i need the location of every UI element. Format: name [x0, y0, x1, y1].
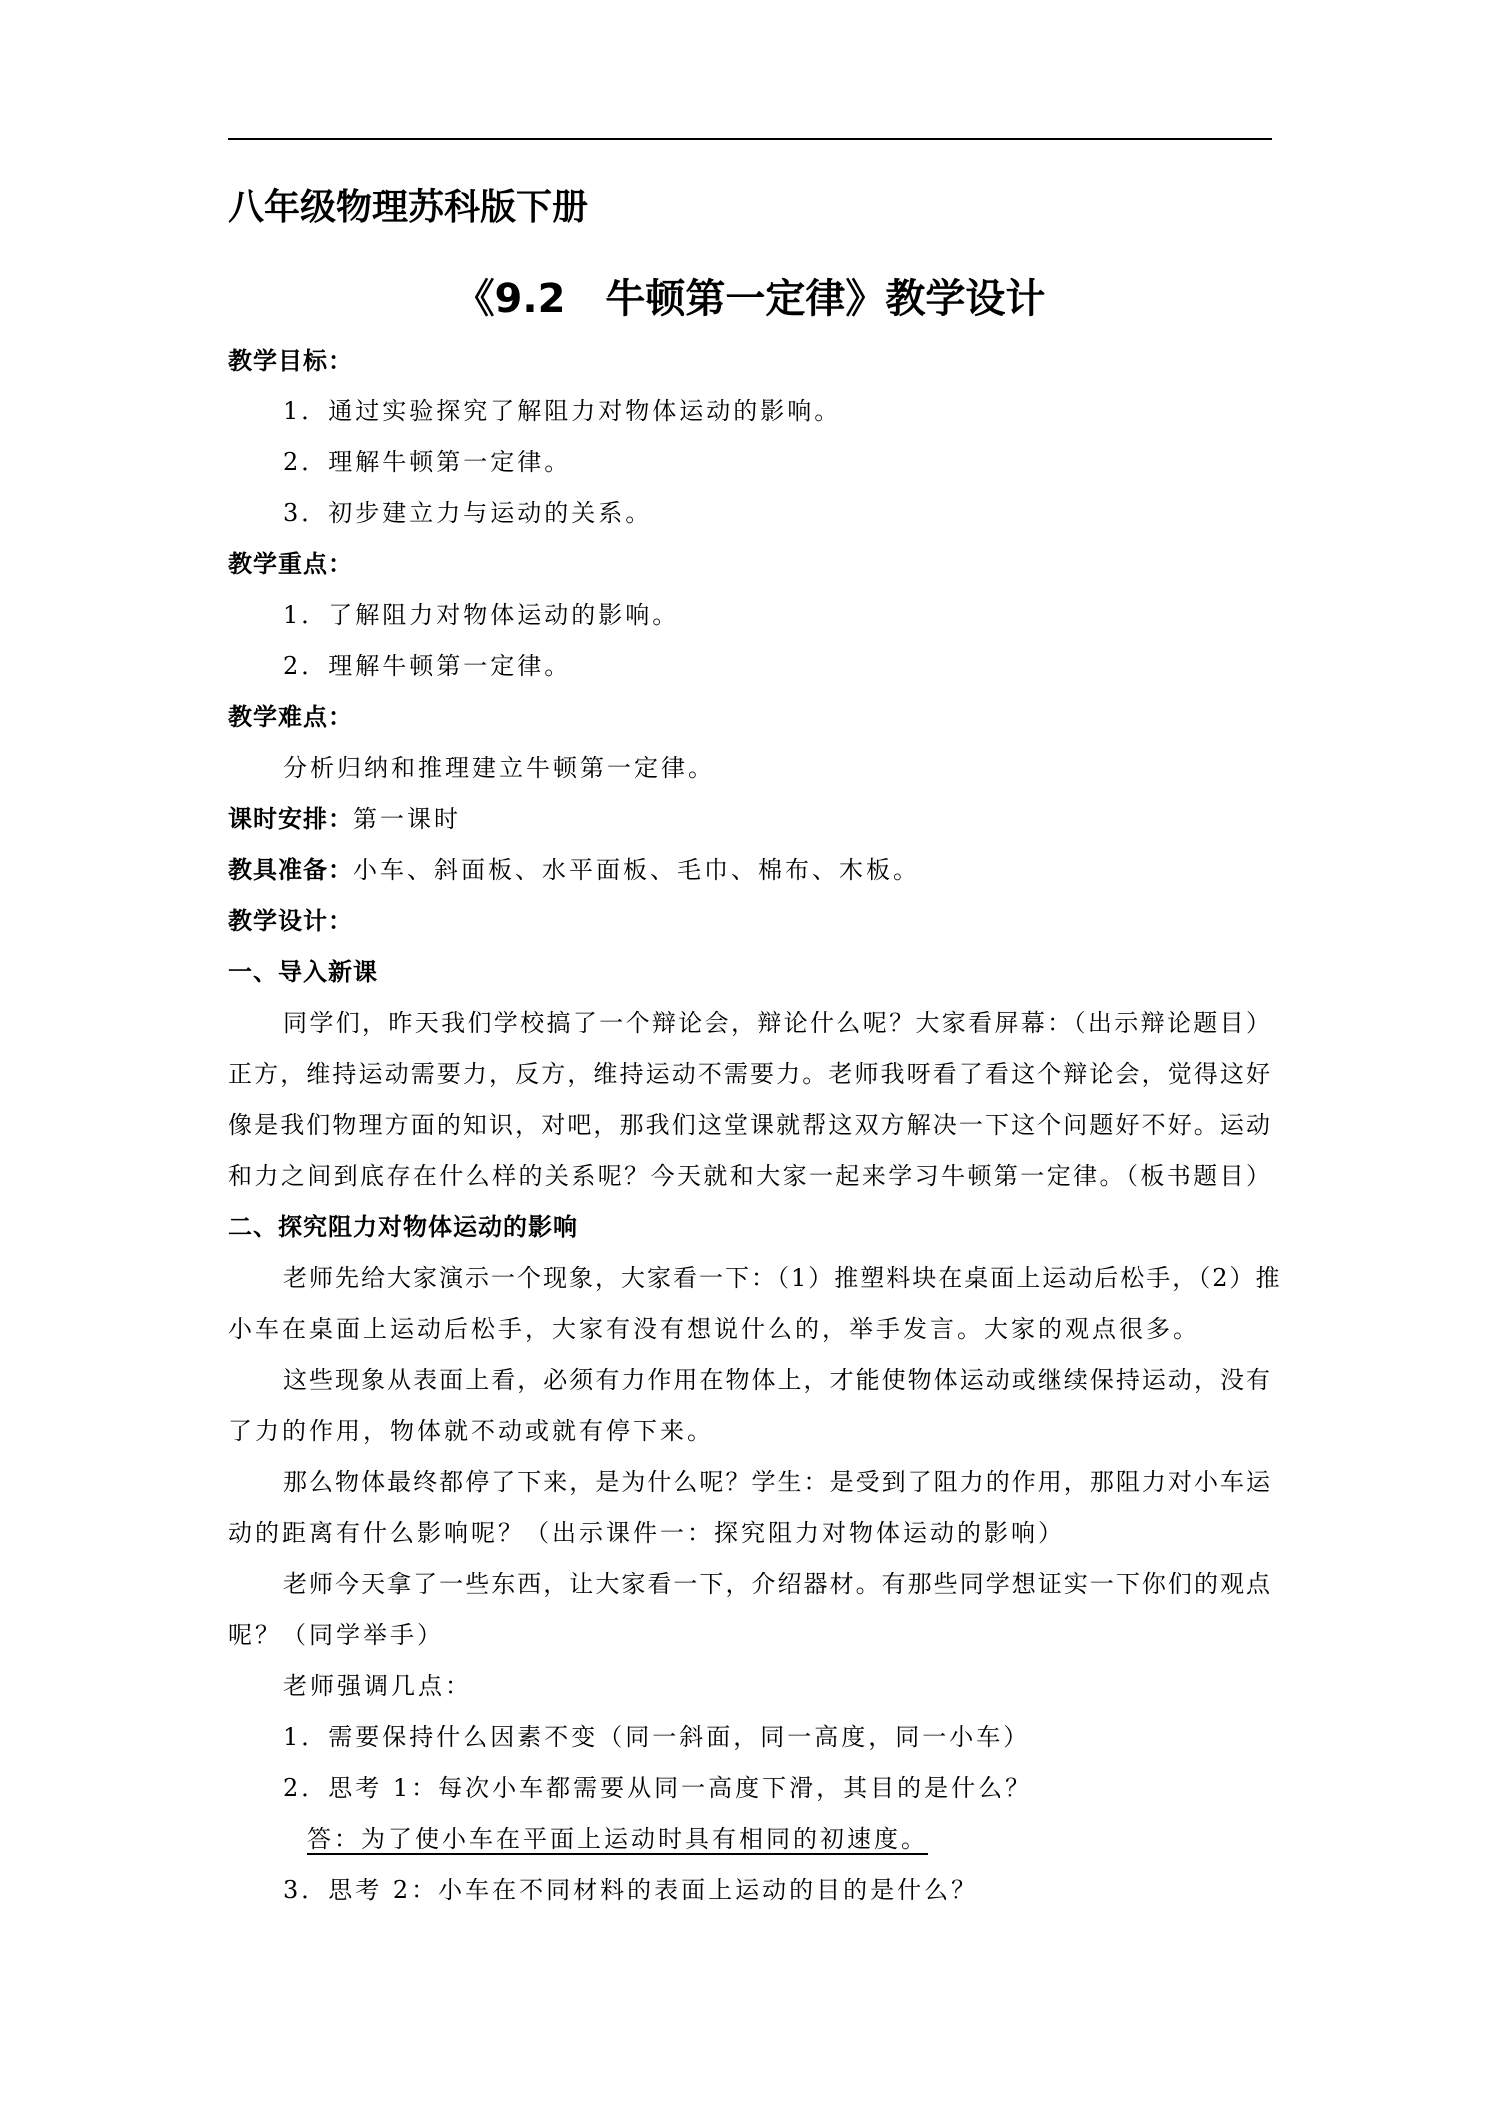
- section2-line: 那么物体最终都停了下来，是为什么呢？学生：是受到了阻力的作用，那阻力对小车运: [283, 1468, 1272, 1496]
- document-title: 《9.2 牛顿第一定律》教学设计: [454, 276, 1046, 322]
- section1-heading: 一、导入新课: [228, 958, 378, 986]
- section2-heading: 二、探究阻力对物体运动的影响: [228, 1213, 578, 1241]
- grade-heading: 八年级物理苏科版下册: [228, 187, 589, 228]
- emphasis-point: 3．思考 2：小车在不同材料的表面上运动的目的是什么？: [283, 1876, 979, 1904]
- key-point-item: 2．理解牛顿第一定律。: [283, 652, 572, 680]
- difficulties-label: 教学难点：: [228, 703, 353, 731]
- section2-line: 小车在桌面上运动后松手，大家有没有想说什么的，举手发言。大家的观点很多。: [228, 1315, 1200, 1343]
- section1-line: 和力之间到底存在什么样的关系呢？今天就和大家一起来学习牛顿第一定律。（板书题目）: [228, 1162, 1272, 1190]
- section1-line: 正方，维持运动需要力，反方，维持运动不需要力。老师我呀看了看这个辩论会，觉得这好: [228, 1060, 1272, 1088]
- goal-item: 3．初步建立力与运动的关系。: [283, 499, 653, 527]
- goal-item: 1．通过实验探究了解阻力对物体运动的影响。: [283, 397, 842, 425]
- section2-line: 了力的作用，物体就不动或就有停下来。: [228, 1417, 714, 1445]
- design-label: 教学设计：: [228, 907, 353, 935]
- section2-line: 老师今天拿了一些东西，让大家看一下，介绍器材。有那些同学想证实一下你们的观点: [283, 1570, 1272, 1598]
- section1-line: 同学们，昨天我们学校搞了一个辩论会，辩论什么呢？大家看屏幕：（出示辩论题目）: [283, 1009, 1272, 1037]
- header-rule: [228, 138, 1272, 140]
- section2-line: 老师先给大家演示一个现象，大家看一下：（1）推塑料块在桌面上运动后松手，（2）推: [283, 1264, 1282, 1292]
- goals-label: 教学目标：: [228, 347, 353, 375]
- key-points-label: 教学重点：: [228, 550, 353, 578]
- equipment-value: 小车、斜面板、水平面板、毛巾、棉布、木板。: [353, 856, 920, 884]
- schedule-value: 第一课时: [353, 805, 461, 833]
- difficulties-text: 分析归纳和推理建立牛顿第一定律。: [283, 754, 715, 782]
- emphasis-line: 老师强调几点：: [283, 1672, 472, 1700]
- equipment-label: 教具准备：: [228, 856, 353, 884]
- goal-item: 2．理解牛顿第一定律。: [283, 448, 572, 476]
- equipment-line: [228, 855, 920, 885]
- answer-line: 答：为了使小车在平面上运动时具有相同的初速度。: [307, 1825, 928, 1853]
- emphasis-point: 2．思考 1：每次小车都需要从同一高度下滑，其目的是什么？: [283, 1774, 1033, 1802]
- schedule-line: [228, 804, 461, 834]
- emphasis-point: 1．需要保持什么因素不变（同一斜面，同一高度，同一小车）: [283, 1723, 1031, 1751]
- section2-line: 呢？（同学举手）: [228, 1621, 444, 1649]
- section1-line: 像是我们物理方面的知识，对吧，那我们这堂课就帮这双方解决一下这个问题好不好。运动: [228, 1111, 1272, 1139]
- section2-line: 动的距离有什么影响呢？（出示课件一：探究阻力对物体运动的影响）: [228, 1519, 1065, 1547]
- schedule-label: 课时安排：: [228, 805, 353, 833]
- key-point-item: 1．了解阻力对物体运动的影响。: [283, 601, 680, 629]
- section2-line: 这些现象从表面上看，必须有力作用在物体上，才能使物体运动或继续保持运动，没有: [283, 1366, 1272, 1394]
